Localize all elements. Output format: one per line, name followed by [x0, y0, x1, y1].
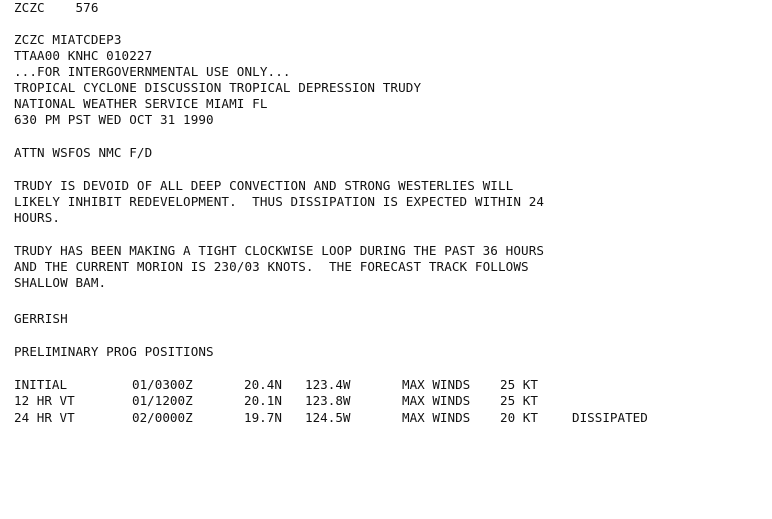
prog-lon: 123.8W	[305, 393, 351, 408]
para2-line2: AND THE CURRENT MORION IS 230/03 KNOTS. THE FORECAST TRACK FOLLOWS	[14, 259, 529, 274]
para2-line1: TRUDY HAS BEEN MAKING A TIGHT CLOCKWISE LOOP DURING THE PAST 36 HOURS	[14, 243, 545, 258]
prog-label: INITIAL	[14, 377, 68, 392]
prog-lon: 124.5W	[305, 410, 351, 425]
prog-time: 01/0300Z	[132, 377, 193, 392]
para2-line3: SHALLOW BAM.	[14, 275, 107, 290]
prog-lat: 20.1N	[244, 393, 282, 408]
prog-label: 12 HR VT	[14, 393, 75, 408]
prog-winds: 25 KT	[500, 377, 538, 392]
prog-lon: 123.4W	[305, 377, 351, 392]
prog-time: 02/0000Z	[132, 410, 193, 425]
prog-winds-label: MAX WINDS	[402, 410, 471, 425]
prog-winds-label: MAX WINDS	[402, 377, 471, 392]
awips-line: TTAA00 KNHC 010227	[14, 48, 153, 63]
product-title: TROPICAL CYCLONE DISCUSSION TROPICAL DEPRESSION TRUDY	[14, 80, 422, 95]
para1-line2: LIKELY INHIBIT REDEVELOPMENT. THUS DISSIPATION IS EXPECTED WITHIN 24	[14, 194, 545, 209]
bulletin-id: ZCZC 576	[14, 0, 99, 15]
restriction-line: ...FOR INTERGOVERNMENTAL USE ONLY...	[14, 64, 291, 79]
prog-lat: 19.7N	[244, 410, 282, 425]
prog-winds: 25 KT	[500, 393, 538, 408]
prog-label: 24 HR VT	[14, 410, 75, 425]
office-line: NATIONAL WEATHER SERVICE MIAMI FL	[14, 96, 268, 111]
prog-lat: 20.4N	[244, 377, 282, 392]
prog-note: DISSIPATED	[572, 410, 648, 425]
prog-winds: 20 KT	[500, 410, 538, 425]
prog-time: 01/1200Z	[132, 393, 193, 408]
para1-line1: TRUDY IS DEVOID OF ALL DEEP CONVECTION AND STRONG WESTERLIES WILL	[14, 178, 514, 193]
routing-line: ZCZC MIATCDEP3	[14, 32, 122, 47]
para1-line3: HOURS.	[14, 210, 61, 225]
attn-line: ATTN WSFOS NMC F/D	[14, 145, 153, 160]
issue-time: 630 PM PST WED OCT 31 1990	[14, 112, 214, 127]
forecaster-name: GERRISH	[14, 311, 68, 326]
prog-winds-label: MAX WINDS	[402, 393, 471, 408]
prog-heading: PRELIMINARY PROG POSITIONS	[14, 344, 214, 359]
